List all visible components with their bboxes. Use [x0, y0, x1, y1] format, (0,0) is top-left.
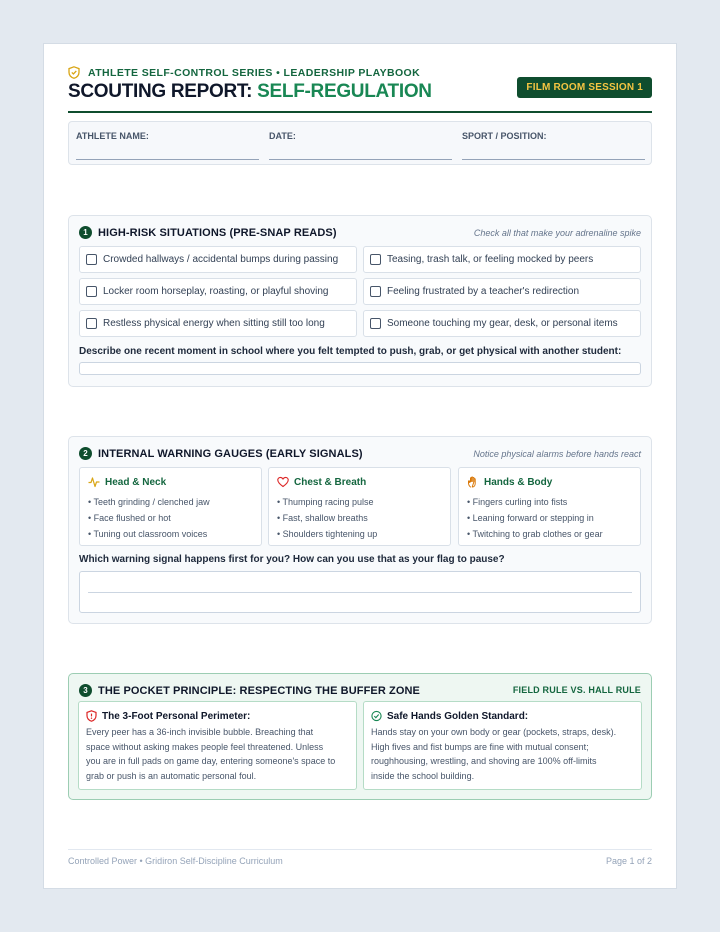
text-line: inside the school building. [371, 770, 475, 781]
checkbox[interactable] [370, 286, 381, 297]
footer-curriculum: Controlled Power • Gridiron Self-Discipline Curriculum [68, 856, 283, 866]
checklist-item[interactable] [79, 278, 357, 305]
checklist-label: Restless physical energy when sitting still too long [103, 318, 325, 329]
checkbox[interactable] [370, 254, 381, 265]
pocket-principle-section [68, 673, 652, 800]
list-item: • Twitching to grab clothes or gear [467, 526, 603, 542]
checklist-label: Teasing, trash talk, or feeling mocked by peers [387, 254, 594, 265]
hand-icon [467, 476, 479, 488]
heart-icon [277, 476, 289, 488]
gauge-list [277, 494, 377, 542]
checklist-label: Feeling frustrated by a teacher's redirection [387, 286, 580, 297]
date-label: DATE: [269, 131, 296, 141]
gauge-heading [277, 476, 366, 488]
footer-divider [68, 849, 652, 850]
title-divider [68, 111, 652, 113]
section-1-note: Check all that make your adrenaline spike [473, 228, 641, 238]
rule-title: The 3-Foot Personal Perimeter: [102, 710, 251, 722]
title-accent: SELF-REGULATION [257, 81, 432, 102]
gauge-list [467, 494, 603, 542]
list-item: • Teeth grinding / clenched jaw [88, 494, 210, 510]
high-risk-section [68, 215, 652, 387]
section-2-heading [79, 447, 363, 460]
section-number: 3 [79, 684, 92, 697]
section-2-answer-field[interactable] [79, 571, 641, 613]
text-line: grab or push is an automatic personal foul. [86, 770, 257, 781]
section-2-prompt: Which warning signal happens first for you? How can you use that as your flag to pause? [79, 554, 505, 565]
gauge-title: Head & Neck [105, 476, 167, 488]
section-2-note: Notice physical alarms before hands react [473, 449, 641, 459]
sport-position-label: SPORT / POSITION: [462, 131, 547, 141]
check-circle-icon [371, 710, 382, 722]
checklist-item[interactable] [363, 278, 641, 305]
section-3-heading [79, 684, 420, 697]
answer-line [88, 592, 632, 593]
worksheet-page [43, 43, 677, 889]
list-item: • Face flushed or hot [88, 510, 210, 526]
series-eyebrow [68, 66, 420, 79]
session-badge: FILM ROOM SESSION 1 [517, 77, 652, 98]
list-item: • Fingers curling into fists [467, 494, 603, 510]
checklist-label: Someone touching my gear, desk, or personal items [387, 318, 618, 329]
text-line: Hands stay on your own body or gear (pockets, straps, desk). [371, 727, 617, 737]
hands-body-card [458, 467, 641, 546]
list-item: • Shoulders tightening up [277, 526, 377, 542]
checkbox[interactable] [370, 318, 381, 329]
checklist-item[interactable] [79, 310, 357, 337]
head-neck-card [79, 467, 262, 546]
athlete-name-field[interactable] [76, 131, 259, 141]
gauge-heading [467, 476, 552, 488]
gauge-list [88, 494, 210, 542]
title-main: SCOUTING REPORT: [68, 81, 258, 102]
list-item: • Thumping racing pulse [277, 494, 377, 510]
text-line: you are in full pads on game day, entering someone's space to [86, 756, 336, 766]
gauge-heading [88, 476, 166, 488]
text-line: roughhousing, wrestling, and shoving are 100% off-limits [371, 756, 597, 766]
rule-heading [86, 710, 250, 722]
shield-alert-icon [86, 710, 97, 722]
checkbox[interactable] [86, 286, 97, 297]
section-2-title: INTERNAL WARNING GAUGES (EARLY SIGNALS) [98, 447, 363, 460]
checklist-item[interactable] [363, 310, 641, 337]
section-1-answer-field[interactable] [79, 362, 641, 375]
list-item: • Tuning out classroom voices [88, 526, 210, 542]
checkbox[interactable] [86, 254, 97, 265]
chest-breath-card [268, 467, 451, 546]
warning-gauges-section [68, 436, 652, 624]
sport-position-field[interactable] [462, 131, 645, 141]
checklist-item[interactable] [79, 246, 357, 273]
rule-heading [371, 710, 528, 722]
text-line: Every peer has a 36-inch invisible bubble. Breaching that [86, 727, 314, 737]
checklist-label: Crowded hallways / accidental bumps during passing [103, 254, 339, 265]
page-title [68, 81, 432, 103]
series-label: ATHLETE SELF-CONTROL SERIES • LEADERSHIP PLAYBOOK [88, 66, 421, 79]
gauge-title: Hands & Body [484, 476, 553, 488]
sport-position-line [462, 159, 645, 160]
section-1-prompt: Describe one recent moment in school where you felt tempted to push, grab, or get physical with another student: [79, 346, 622, 357]
date-field[interactable] [269, 131, 452, 141]
pulse-icon [88, 476, 100, 488]
list-item: • Fast, shallow breaths [277, 510, 377, 526]
list-item: • Leaning forward or stepping in [467, 510, 603, 526]
text-line: High fives and fist bumps are fine with mutual consent; [371, 741, 589, 752]
section-number: 2 [79, 447, 92, 460]
section-1-heading [79, 226, 337, 239]
rule-body [371, 725, 634, 783]
shield-check-icon [68, 66, 80, 79]
rule-tag: FIELD RULE VS. HALL RULE [512, 685, 641, 695]
text-line: space without asking makes people feel threatened. Unless [86, 741, 324, 752]
checklist-label: Locker room horseplay, roasting, or playful shoving [103, 286, 329, 297]
personal-perimeter-card [78, 701, 357, 790]
section-number: 1 [79, 226, 92, 239]
section-3-title: THE POCKET PRINCIPLE: RESPECTING THE BUFFER ZONE [98, 684, 420, 697]
section-1-title: HIGH-RISK SITUATIONS (PRE-SNAP READS) [98, 226, 337, 239]
rule-body [86, 725, 349, 783]
athlete-info-box [68, 121, 652, 165]
checklist-item[interactable] [363, 246, 641, 273]
date-line [269, 159, 452, 160]
gauge-title: Chest & Breath [294, 476, 367, 488]
rule-title: Safe Hands Golden Standard: [387, 710, 529, 722]
safe-hands-card [363, 701, 642, 790]
page-number: Page 1 of 2 [605, 856, 652, 866]
checkbox[interactable] [86, 318, 97, 329]
athlete-name-line [76, 159, 259, 160]
athlete-name-label: ATHLETE NAME: [76, 131, 149, 141]
